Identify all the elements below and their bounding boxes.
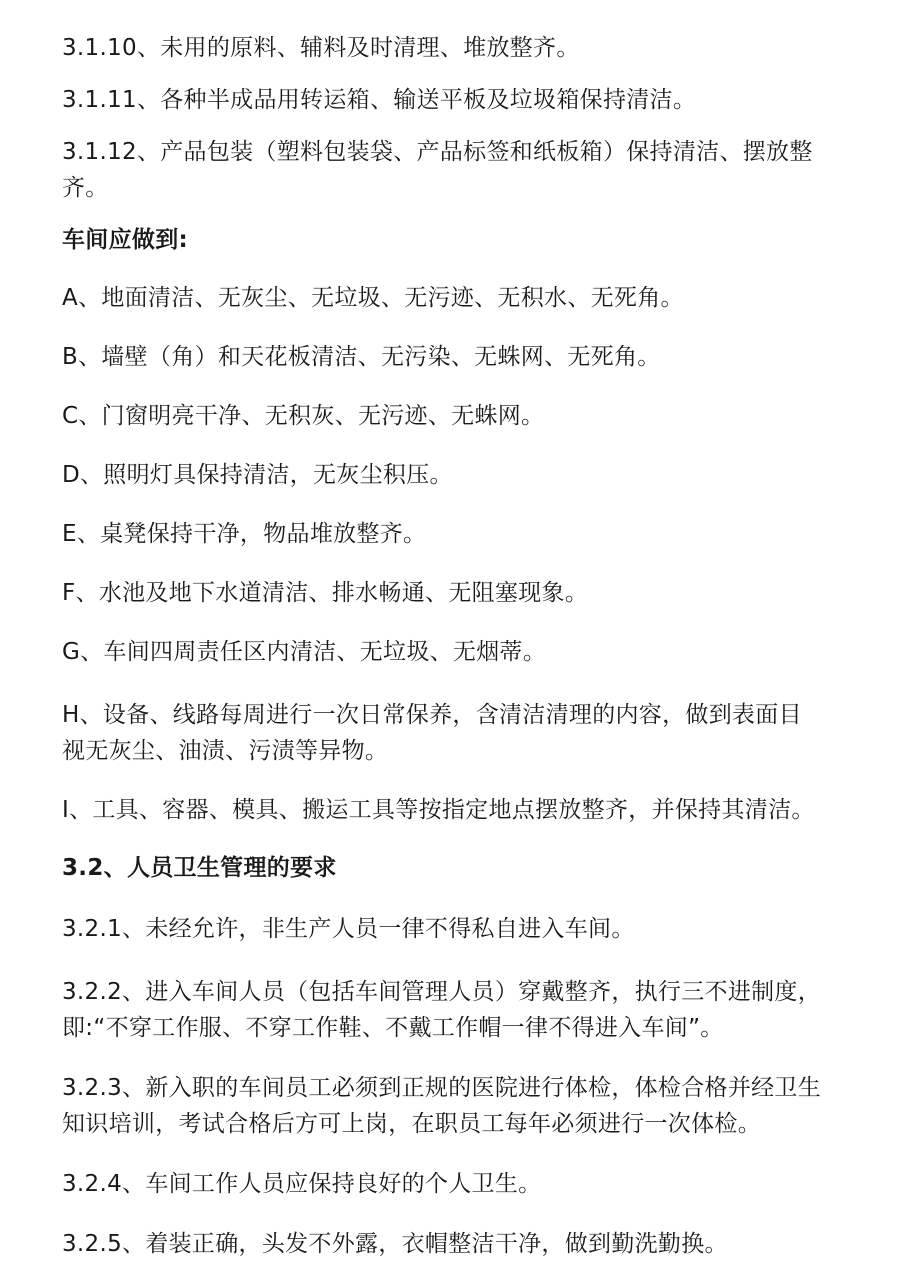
item-3-1-12-line-1: 3.1.12、产品包装（塑料包装袋、产品标签和纸板箱）保持清洁、摆放整 — [62, 139, 813, 165]
workshop-item-d: D、照明灯具保持清洁，无灰尘积压。 — [62, 462, 453, 488]
item-3-1-11: 3.1.11、各种半成品用转运箱、输送平板及垃圾箱保持清洁。 — [62, 87, 697, 113]
workshop-heading: 车间应做到: — [62, 227, 188, 253]
item-3-2-5: 3.2.5、着装正确，头发不外露，衣帽整洁干净，做到勤洗勤换。 — [62, 1231, 728, 1257]
workshop-item-e: E、桌凳保持干净，物品堆放整齐。 — [62, 521, 427, 547]
item-3-2-2-line-1: 3.2.2、进入车间人员（包括车间管理人员）穿戴整齐，执行三不进制度， — [62, 979, 822, 1005]
workshop-item-h-line-1: H、设备、线路每周进行一次日常保养，含清洁清理的内容，做到表面目 — [62, 702, 802, 728]
item-3-1-10: 3.1.10、未用的原料、辅料及时清理、堆放整齐。 — [62, 35, 580, 61]
item-3-2-3-line-2: 知识培训，考试合格后方可上岗，在职员工每年必须进行一次体检。 — [62, 1111, 761, 1137]
item-3-2-2-line-2: 即:“不穿工作服、不穿工作鞋、不戴工作帽一律不得进入车间”。 — [62, 1015, 724, 1041]
section-3-2-heading: 3.2、人员卫生管理的要求 — [62, 855, 337, 881]
item-3-2-1: 3.2.1、未经允许，非生产人员一律不得私自进入车间。 — [62, 916, 635, 942]
workshop-item-a: A、地面清洁、无灰尘、无垃圾、无污迹、无积水、无死角。 — [62, 285, 684, 311]
workshop-item-g: G、车间四周责任区内清洁、无垃圾、无烟蒂。 — [62, 639, 547, 665]
workshop-item-b: B、墙壁（角）和天花板清洁、无污染、无蛛网、无死角。 — [62, 344, 661, 370]
workshop-item-i: I、工具、容器、模具、搬运工具等按指定地点摆放整齐，并保持其清洁。 — [62, 797, 815, 823]
item-3-1-12-line-2: 齐。 — [62, 175, 109, 201]
workshop-item-h-line-2: 视无灰尘、油渍、污渍等异物。 — [62, 738, 389, 764]
workshop-item-f: F、水池及地下水道清洁、排水畅通、无阻塞现象。 — [62, 580, 589, 606]
workshop-item-c: C、门窗明亮干净、无积灰、无污迹、无蛛网。 — [62, 403, 545, 429]
item-3-2-3-line-1: 3.2.3、新入职的车间员工必须到正规的医院进行体检，体检合格并经卫生 — [62, 1075, 822, 1101]
item-3-2-4: 3.2.4、车间工作人员应保持良好的个人卫生。 — [62, 1171, 542, 1197]
